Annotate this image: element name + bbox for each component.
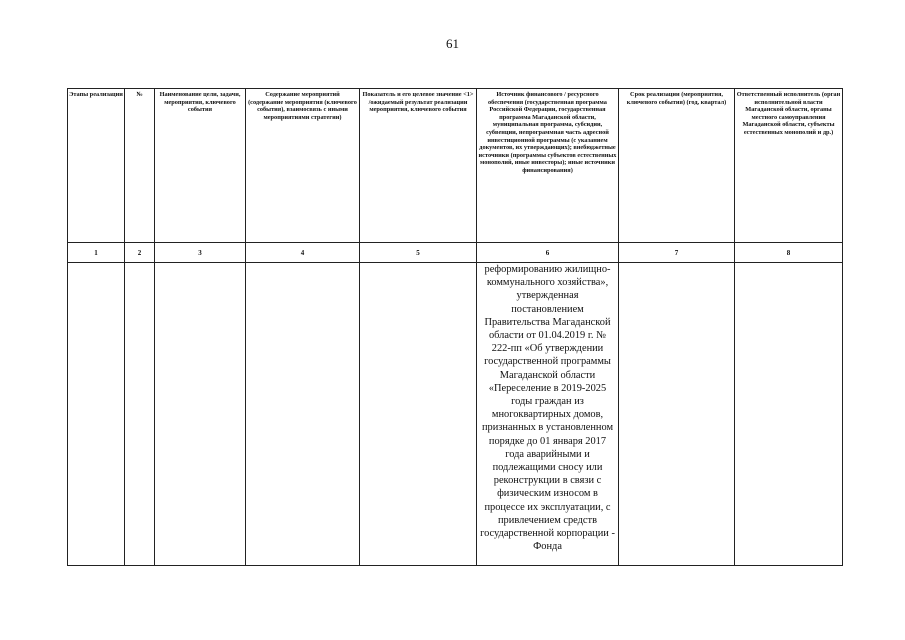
cell-name [155,263,246,566]
column-number: 7 [619,243,735,263]
measures-table [67,88,843,566]
header-content: Содержание мероприятий (содержание мероприятия (ключевого события), взаимосвязь с иными мероприятиями стратегии) [246,89,360,243]
cell-funding-source: реформированию жилищно-коммунального хозяйства», утвержденная постановлением Правительства Магаданской области от 01.04.2019 г. № 222-пп «Об утверждении государственной программы Магаданской области «Переселение в 2019-2025 годы граждан из многоквартирных домов, признанных в установленном порядке до 01 января 2017 года аварийными и подлежащими сносу или реконструкции в связи с физическим износом в процессе их эксплуатации, с привлечением средств государственной корпорации - Фонда [477,263,619,566]
header-row [68,89,843,243]
column-number: 1 [68,243,125,263]
column-number: 6 [477,243,619,263]
cell-executor [735,263,843,566]
cell-content [246,263,360,566]
header-stages: Этапы реализации [68,89,125,243]
cell-number [125,263,155,566]
column-number: 8 [735,243,843,263]
column-number: 3 [155,243,246,263]
header-name: Наименование цели, задачи, мероприятия, ключевого события [155,89,246,243]
header-deadline: Срок реализации (мероприятия, ключевого события) (год, квартал) [619,89,735,243]
cell-deadline [619,263,735,566]
header-number: № [125,89,155,243]
column-number: 2 [125,243,155,263]
header-indicator: Показатель и его целевое значение <1> /ожидаемый результат реализации мероприятия, ключевого события [360,89,477,243]
cell-stages [68,263,125,566]
table-row [68,263,843,566]
cell-indicator [360,263,477,566]
header-funding-source: Источник финансового / ресурсного обеспечения (государственная программа Российской Федерации, государственная программа Магаданской области, муниципальная программа, субсидии, субвенции, непрограммная часть адресной инвестиционной программы (с указанием документов, их утверждающих); внебюджетные источники (программы субъектов естественных монополий, иные инвесторы); иные источники финансирования) [477,89,619,243]
header-executor: Ответственный исполнитель (орган исполнительной власти Магаданской области, органы местного самоуправления Магаданской области, субъекты естественных монополий и др.) [735,89,843,243]
column-number-row [68,243,843,263]
column-number: 4 [246,243,360,263]
page-number: 61 [446,36,459,51]
column-number: 5 [360,243,477,263]
